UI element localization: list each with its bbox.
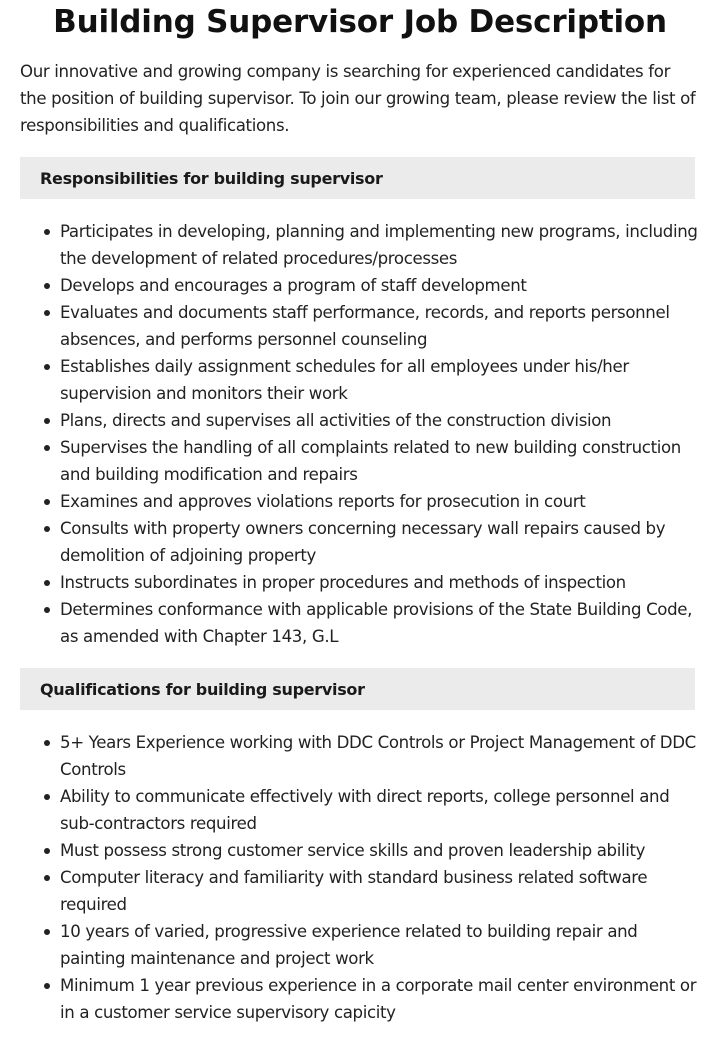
qualification-item: 10 years of varied, progressive experience related to building repair and painting maintenance and project work — [60, 918, 698, 972]
page-title: Building Supervisor Job Description — [53, 4, 667, 40]
responsibility-item: Evaluates and documents staff performance, records, and reports personnel absences, and performs personnel counseling — [60, 299, 698, 353]
qualifications-header — [20, 668, 695, 710]
qualifications-heading: Qualifications for building supervisor — [40, 679, 365, 699]
qualification-item: Ability to communicate effectively with direct reports, college personnel and sub-contractors required — [60, 783, 698, 837]
qualifications-list — [0, 729, 698, 1026]
responsibility-item: Supervises the handling of all complaints related to new building construction and building modification and repairs — [60, 434, 698, 488]
qualification-item: Minimum 1 year previous experience in a corporate mail center environment or in a customer service supervisory capicity — [60, 972, 698, 1026]
responsibility-item: Participates in developing, planning and implementing new programs, including the development of related procedures/processes — [60, 218, 698, 272]
qualification-item: Computer literacy and familiarity with standard business related software required — [60, 864, 698, 918]
responsibilities-header — [20, 157, 695, 199]
responsibility-item: Consults with property owners concerning necessary wall repairs caused by demolition of adjoining property — [60, 515, 698, 569]
intro-paragraph: Our innovative and growing company is searching for experienced candidates for the position of building supervisor. To join our growing team, please review the list of responsibilities and qualifications. — [20, 62, 696, 135]
responsibilities-list — [0, 218, 698, 650]
responsibilities-heading: Responsibilities for building supervisor — [40, 168, 383, 188]
qualification-item: 5+ Years Experience working with DDC Controls or Project Management of DDC Controls — [60, 729, 698, 783]
responsibility-item: Instructs subordinates in proper procedures and methods of inspection — [60, 569, 698, 596]
responsibility-item: Determines conformance with applicable provisions of the State Building Code, as amended with Chapter 143, G.L — [60, 596, 698, 650]
responsibility-item: Examines and approves violations reports for prosecution in court — [60, 488, 698, 515]
qualification-item: Must possess strong customer service skills and proven leadership ability — [60, 837, 698, 864]
responsibility-item: Establishes daily assignment schedules for all employees under his/her supervision and monitors their work — [60, 353, 698, 407]
responsibility-item: Plans, directs and supervises all activities of the construction division — [60, 407, 698, 434]
responsibility-item: Develops and encourages a program of staff development — [60, 272, 698, 299]
